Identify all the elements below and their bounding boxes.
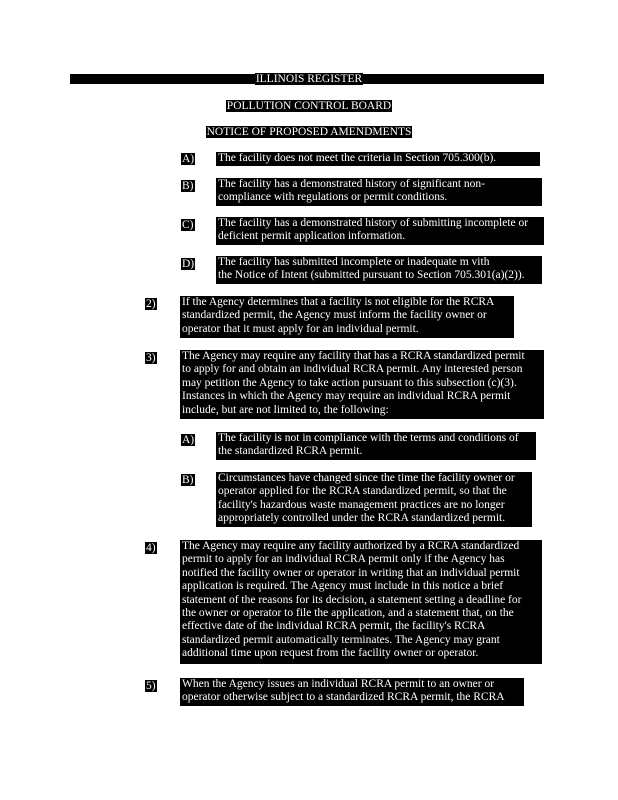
item-label: D) [182, 258, 195, 270]
text-line: the standardized RCRA permit. [218, 445, 363, 458]
text-line: include, but are not limited to, the following: [182, 403, 389, 416]
text-line: standardized permit automatically terminates. The Agency may grant [182, 633, 500, 646]
item-label: A) [182, 153, 195, 165]
text-line: operator otherwise subject to a standardized RCRA permit, the RCRA [182, 691, 505, 704]
text-line: The facility does not meet the criteria in Section 705.300(b). [218, 152, 497, 164]
text-line: deficient permit application information. [218, 230, 406, 243]
text-line: statement of the reasons for its decision, a statement setting a deadline for [182, 593, 522, 606]
item-label: 4) [146, 542, 156, 554]
text-line: operator that it must apply for an individual permit. [182, 322, 419, 335]
paragraph [180, 296, 514, 338]
text-line: facility's hazardous waste management practices are no longer [218, 498, 505, 511]
item-label: A) [182, 434, 195, 446]
text-line: notified the facility owner or operator in writing that an individual permit [182, 566, 520, 579]
text-line: additional time upon request from the facility owner or operator. [182, 647, 479, 660]
paragraph [180, 540, 542, 664]
text-line: the Notice of Intent (submitted pursuant to Section 705.301(a)(2)). [218, 269, 525, 282]
paragraph [216, 217, 544, 245]
text-line: The facility has a demonstrated history of submitting incomplete or [218, 217, 529, 229]
item-label: B) [182, 180, 194, 192]
item-label: 3) [146, 352, 156, 364]
text-line: permit to apply for an individual RCRA permit only if the Agency has [182, 553, 505, 566]
text-line: If the Agency determines that a facility is not eligible for the RCRA [182, 296, 495, 308]
text-line: The Agency may require any facility authorized by a RCRA standardized [182, 540, 520, 552]
text-line: appropriately controlled under the RCRA standardized permit. [218, 512, 506, 525]
text-line: standardized permit, the Agency must inform the facility owner or [182, 309, 487, 322]
text-line: effective date of the individual RCRA permit, the facility's RCRA [182, 620, 486, 633]
item-label: 2) [146, 298, 156, 310]
register-title: ILLINOIS REGISTER [255, 73, 363, 85]
board-title: POLLUTION CONTROL BOARD [226, 100, 392, 112]
paragraph [216, 256, 542, 284]
paragraph [216, 178, 542, 206]
text-line: the owner or operator to file the application, and a statement that, on the [182, 607, 514, 620]
text-line: When the Agency issues an individual RCRA permit to an owner or [182, 678, 495, 690]
item-label: 5) [146, 680, 156, 692]
text-line: The facility is not in compliance with the terms and conditions of [218, 432, 519, 444]
paragraph [216, 472, 532, 527]
text-line: The Agency may require any facility that has a RCRA standardized permit [182, 350, 525, 362]
paragraph [180, 678, 524, 706]
paragraph [180, 350, 544, 419]
text-line: Circumstances have changed since the time the facility owner or [218, 472, 515, 484]
paragraph [216, 152, 540, 166]
text-line: may petition the Agency to take action pursuant to this subsection (c)(3). [182, 376, 517, 389]
notice-title: NOTICE OF PROPOSED AMENDMENTS [206, 126, 412, 138]
text-line: to apply for and obtain an individual RCRA permit. Any interested person [182, 363, 523, 376]
item-label: B) [182, 474, 194, 486]
text-line: Instances in which the Agency may require an individual RCRA permit [182, 390, 511, 403]
text-line: application is required. The Agency must include in this notice a brief [182, 580, 504, 593]
text-line: The facility has a demonstrated history of significant non- [218, 178, 485, 190]
paragraph [216, 432, 536, 460]
text-line: compliance with regulations or permit conditions. [218, 191, 448, 204]
text-line: operator applied for the RCRA standardized permit, so that the [218, 485, 507, 498]
text-line: The facility has submitted incomplete or inadequate m vith [218, 256, 490, 268]
item-label: C) [182, 219, 194, 231]
